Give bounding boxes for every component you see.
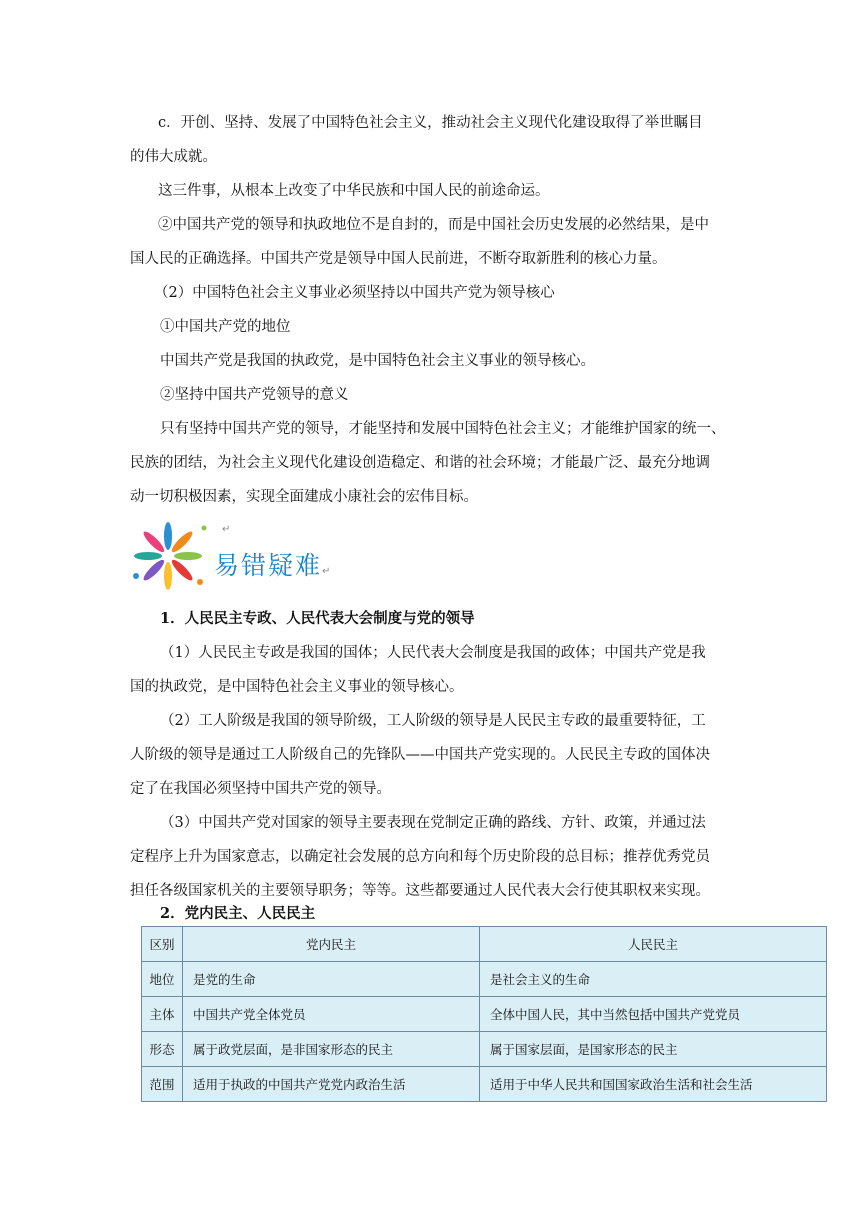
paragraph-mark: ↵ (222, 524, 231, 535)
paragraph: （1）人民民主专政是我国的国体；人民代表大会制度是我国的政体；中国共产党是我 (160, 645, 706, 661)
paragraph: 国人民的正确选择。中国共产党是领导中国人民前进，不断夺取新胜利的核心力量。 (130, 251, 667, 267)
paragraph: 定程序上升为国家意志，以确定社会发展的总方向和每个历史阶段的总目标；推荐优秀党员 (130, 849, 710, 865)
paragraph: 民族的团结，为社会主义现代化建设创造稳定、和谐的社会环境；才能最广泛、最充分地调 (130, 455, 710, 471)
table-row (142, 997, 827, 1032)
table-header-cell: 人民民主 (480, 927, 827, 962)
paragraph: c．开创、坚持、发展了中国特色社会主义，推动社会主义现代化建设取得了举世瞩目 (158, 115, 703, 131)
table-cell: 是社会主义的生命 (480, 962, 827, 997)
table-cell: 中国共产党全体党员 (183, 997, 480, 1032)
table-cell: 属于国家层面，是国家形态的民主 (480, 1032, 827, 1067)
paragraph: 的伟大成就。 (130, 149, 217, 165)
table-header-row (142, 927, 827, 962)
paragraph: ②中国共产党的领导和执政地位不是自封的，而是中国社会历史发展的必然结果，是中 (158, 217, 709, 233)
table-cell: 属于政党层面，是非国家形态的民主 (183, 1032, 480, 1067)
paragraph: （2）工人阶级是我国的领导阶级，工人阶级的领导是人民民主专政的最重要特征，工 (160, 713, 706, 729)
paragraph: 只有坚持中国共产党的领导，才能坚持和发展中国特色社会主义；才能维护国家的统一、 (160, 421, 726, 437)
table-cell: 形态 (142, 1032, 183, 1067)
table-cell: 全体中国人民，其中当然包括中国共产党党员 (480, 997, 827, 1032)
table-cell: 主体 (142, 997, 183, 1032)
table-row (142, 962, 827, 997)
table-row (142, 1032, 827, 1067)
point2-heading: 2．党内民主、人民民主 (160, 905, 316, 922)
paragraph: 担任各级国家机关的主要领导职务；等等。这些都要通过人民代表大会行使其职权来实现。 (130, 883, 710, 899)
table-cell: 适用于执政的中国共产党党内政治生活 (183, 1067, 480, 1102)
section-badge-title: 易错疑难 (214, 551, 323, 580)
paragraph: （3）中国共产党对国家的领导主要表现在党制定正确的路线、方针、政策，并通过法 (160, 815, 706, 831)
point1-heading: 1．人民民主专政、人民代表大会制度与党的领导 (160, 610, 475, 627)
paragraph: 中国共产党是我国的执政党，是中国特色社会主义事业的领导核心。 (160, 353, 595, 369)
subheading: （2）中国特色社会主义事业必须坚持以中国共产党为领导核心 (154, 285, 555, 301)
subheading: ①中国共产党的地位 (160, 319, 291, 335)
table-cell: 范围 (142, 1067, 183, 1102)
table-cell: 适用于中华人民共和国国家政治生活和社会生活 (480, 1067, 827, 1102)
flower-logo-icon (130, 516, 220, 594)
paragraph-mark: ↵ (322, 566, 331, 577)
subheading: ②坚持中国共产党领导的意义 (160, 387, 349, 403)
paragraph: 动一切积极因素，实现全面建成小康社会的宏伟目标。 (130, 489, 478, 505)
table-header-cell: 区别 (142, 927, 183, 962)
paragraph: 这三件事，从根本上改变了中华民族和中国人民的前途命运。 (158, 183, 550, 199)
table-header-cell: 党内民主 (183, 927, 480, 962)
paragraph: 定了在我国必须坚持中国共产党的领导。 (130, 781, 391, 797)
comparison-table (141, 926, 827, 1102)
paragraph: 国的执政党，是中国特色社会主义事业的领导核心。 (130, 679, 464, 695)
table-row (142, 1067, 827, 1102)
section-badge (130, 516, 340, 594)
table-cell: 地位 (142, 962, 183, 997)
table-cell: 是党的生命 (183, 962, 480, 997)
paragraph: 人阶级的领导是通过工人阶级自己的先锋队——中国共产党实现的。人民民主专政的国体决 (130, 747, 710, 763)
